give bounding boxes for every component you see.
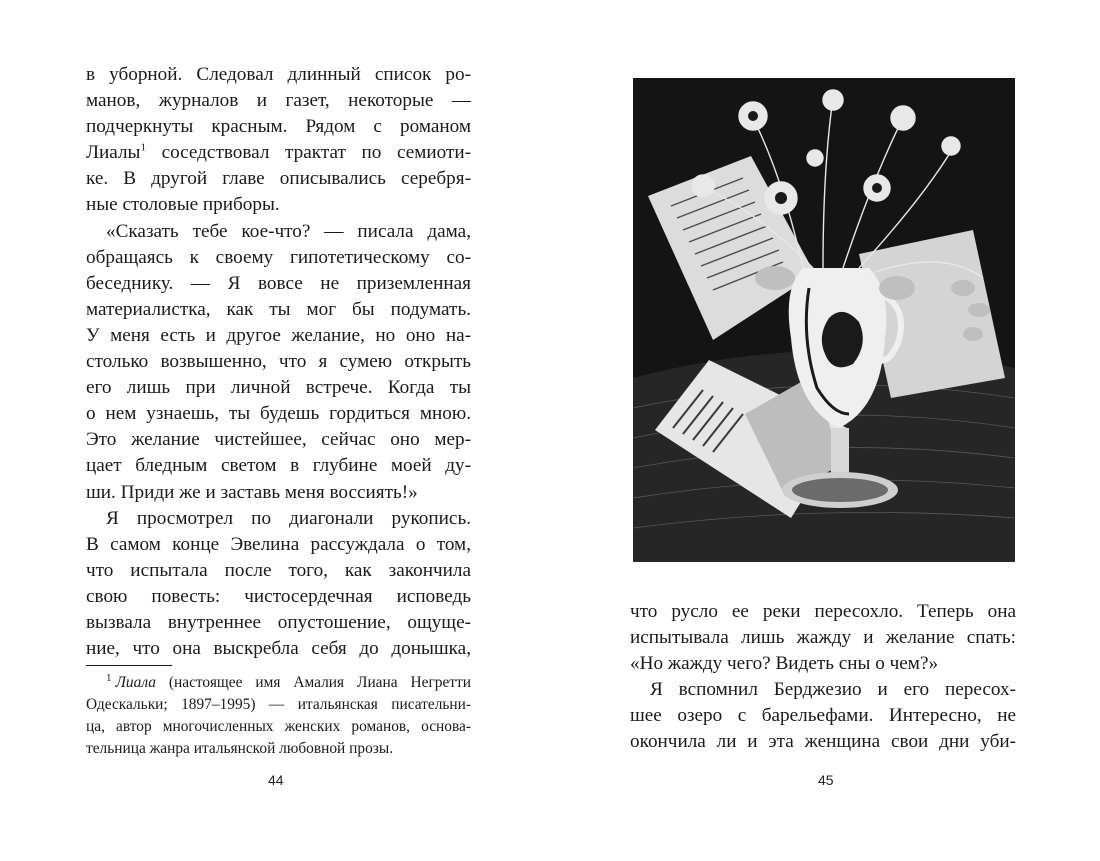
footnote xyxy=(86,672,471,760)
text-line: вызвала внутреннее опустошение, ощуще- xyxy=(86,611,471,633)
footnote-line: ца, автор многочисленных женских романов, основа- xyxy=(86,718,471,735)
text-line: ши. Приди же и заставь меня воссиять!» xyxy=(86,481,418,503)
text-line: подчеркнуты красным. Рядом с романом xyxy=(86,116,471,138)
text-fragment: (настоящее имя Амалия Лиана Негретти xyxy=(168,674,471,691)
text-line: У меня есть и другое желание, но оно на- xyxy=(86,324,471,346)
left-page-body xyxy=(86,62,471,662)
text-line: В самом конце Эвелина рассуждала о том, xyxy=(86,533,471,555)
footnote-line: тельница жанра итальянской любовной прозы. xyxy=(86,740,394,757)
text-line xyxy=(86,140,471,166)
footnote-line: Одескальки; 1897–1995) — итальянская писательни- xyxy=(86,696,471,713)
footnote-marker[interactable]: 1 xyxy=(140,141,146,154)
footnote-line xyxy=(86,672,471,694)
page-number-right: 45 xyxy=(818,772,834,788)
text-line: его лишь при личной встрече. Когда ты xyxy=(86,377,471,399)
text-line: испытывала лишь жажду и желание спать: xyxy=(630,627,1016,649)
text-line: материалистка, как ты мог бы подумать. xyxy=(86,298,471,320)
text-line: ке. В другой главе описывались серебря- xyxy=(86,168,471,190)
text-line: беседнику. — Я вовсе не приземленная xyxy=(86,272,471,294)
right-page-body xyxy=(630,599,1016,756)
engraving-illustration xyxy=(633,78,1015,562)
text-line: ные столовые приборы. xyxy=(86,194,280,216)
text-line: Я вспомнил Берджезио и его пересох- xyxy=(650,679,1016,701)
footnote-term: Лиала xyxy=(115,674,156,691)
text-line: «Но жажду чего? Видеть сны о чем?» xyxy=(630,653,939,675)
text-line: что русло ее реки пересохло. Теперь она xyxy=(630,601,1016,622)
text-line: Я просмотрел по диагонали рукопись. xyxy=(106,507,471,529)
text-line: столько возвышенно, что я сумею открыть xyxy=(86,351,471,373)
text-line: свою повесть: чистосердечная исповедь xyxy=(86,585,471,607)
page-number-left: 44 xyxy=(268,772,284,788)
footnote-number: 1 xyxy=(106,671,112,684)
text-line: что испытала после того, как закончила xyxy=(86,559,471,581)
text-line: Это желание чистейшее, сейчас оно мер- xyxy=(86,429,471,451)
text-line: цает бледным светом в глубине моей ду- xyxy=(86,455,471,477)
still-life-engraving xyxy=(633,78,1015,562)
text-fragment: соседствовал трактат по семиоти- xyxy=(161,142,472,164)
text-line: о нем узнаешь, ты будешь гордиться мною. xyxy=(86,403,471,425)
text-line: манов, журналов и газет, некоторые — xyxy=(86,90,471,112)
text-line: «Сказать тебе кое-что? — писала дама, xyxy=(106,220,471,242)
text-line: в уборной. Следовал длинный список ро- xyxy=(86,64,471,85)
text-line: шее озеро с барельефами. Интересно, не xyxy=(630,705,1016,727)
text-line: ние, что она выскребла себя до донышка, xyxy=(86,638,471,660)
text-fragment: Лиалы xyxy=(86,142,141,164)
text-line: обращаясь к своему гипотетическому со- xyxy=(86,246,471,268)
text-line: окончила ли и эта женщина свои дни уби- xyxy=(630,731,1016,753)
footnote-divider xyxy=(86,665,172,666)
